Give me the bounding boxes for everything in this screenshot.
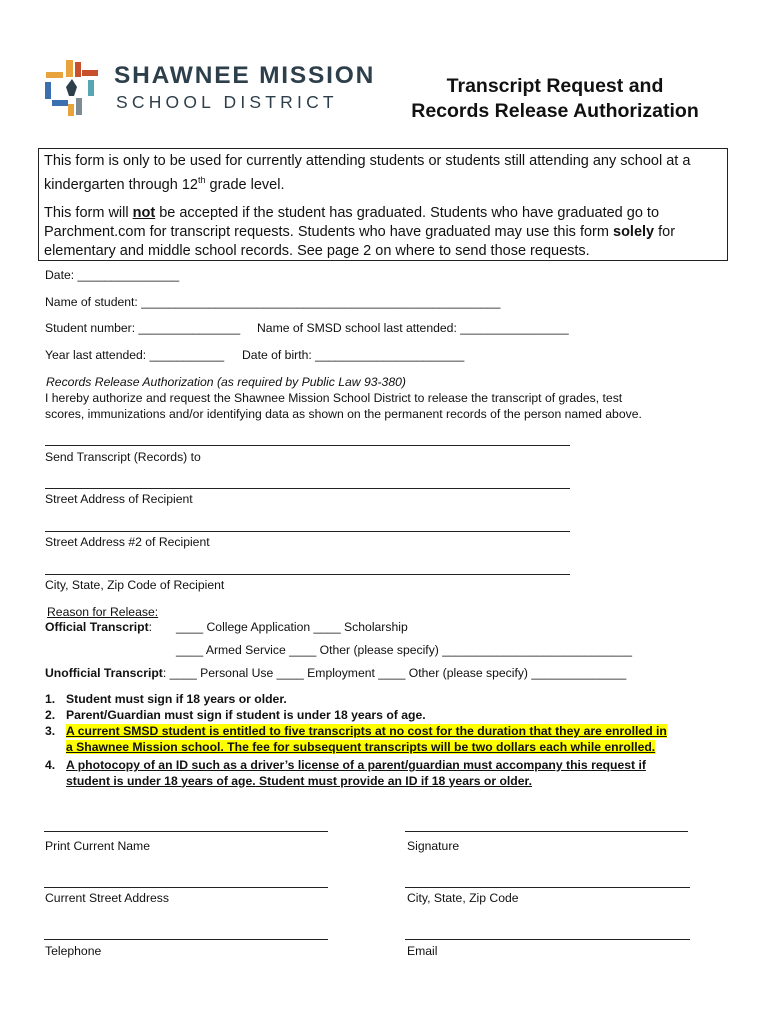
label-colon: : — [148, 620, 153, 634]
print-name-label: Print Current Name — [45, 839, 150, 853]
authorization-text-line1: I hereby authorize and request the Shawnee Mission School District to release the transcript of grades, test — [45, 391, 623, 405]
student-name-field[interactable]: Name of student: _____________________________________________________ — [45, 295, 501, 309]
telephone-label: Telephone — [45, 944, 102, 958]
rule-4 — [66, 758, 646, 789]
date-field[interactable]: Date: _______________ — [45, 268, 180, 282]
rule-2-number: 2. — [45, 708, 56, 722]
official-label-text: Official Transcript — [45, 620, 149, 634]
form-title-line1: Transcript Request and — [446, 75, 664, 97]
date-of-birth-field[interactable]: Date of birth: ______________________ — [242, 348, 465, 362]
rule-1-number: 1. — [45, 692, 56, 706]
street-label: Street Address of Recipient — [45, 492, 193, 506]
notice-text: for elementary and middle school records. See page 2 on where to send those requests. — [44, 223, 676, 259]
current-street-line[interactable] — [44, 887, 328, 888]
street2-label: Street Address #2 of Recipient — [45, 535, 210, 549]
authorization-text-line2: scores, immunizations and/or identifying data as shown on the permanent records of the person named above. — [45, 407, 642, 421]
signature-line[interactable] — [405, 831, 688, 832]
city-state-zip-line[interactable] — [405, 887, 690, 888]
rule-3-number: 3. — [45, 724, 56, 738]
logo-star-icon — [42, 58, 102, 118]
authorization-heading: Records Release Authorization (as required by Public Law 93-380) — [46, 375, 406, 389]
rule-4-line1: A photocopy of an ID such as a driver’s license of a parent/guardian must accompany this request if — [66, 758, 646, 772]
street2-line[interactable] — [45, 531, 570, 532]
form-title-line2: Records Release Authorization — [411, 100, 699, 122]
notice-text: This form will — [44, 204, 133, 221]
rule-1: Student must sign if 18 years or older. — [66, 692, 287, 706]
emphasis-solely: solely — [613, 223, 655, 240]
form-title — [400, 74, 710, 124]
signature-label: Signature — [407, 839, 460, 853]
notice-text: be accepted if the student has graduated. Students who have graduated go to Parchment.com for transcript requests. Students who have graduated may use this form — [44, 204, 660, 240]
district-subtitle: SCHOOL DISTRICT — [116, 92, 338, 112]
current-street-label: Current Street Address — [45, 891, 169, 905]
rule-3-line2: a Shawnee Mission school. The fee for subsequent transcripts will be two dollars each while enrolled. — [66, 739, 656, 754]
ordinal-suffix: th — [197, 175, 206, 185]
rule-4-line2a: student is under 18 years of age. — [66, 773, 256, 788]
notice-paragraph-1 — [39, 152, 727, 195]
street-line[interactable] — [45, 488, 570, 489]
official-transcript-label — [45, 620, 152, 635]
send-to-label: Send Transcript (Records) to — [45, 450, 201, 464]
district-logo — [42, 58, 102, 118]
print-name-line[interactable] — [44, 831, 328, 832]
rule-3-line1: A current SMSD student is entitled to five transcripts at no cost for the duration that they are enrolled in — [66, 724, 667, 738]
official-options-row2[interactable]: ____ Armed Service ____ Other (please specify) ____________________________ — [176, 643, 633, 657]
last-school-field[interactable]: Name of SMSD school last attended: ________________ — [257, 321, 569, 335]
send-to-line[interactable] — [45, 445, 570, 446]
reason-heading: Reason for Release: — [47, 605, 159, 619]
official-options-row1[interactable]: ____ College Application ____ Scholarship — [176, 620, 408, 634]
city-label: City, State, Zip Code of Recipient — [45, 578, 225, 592]
year-last-attended-field[interactable]: Year last attended: ___________ — [45, 348, 225, 362]
notice-text: This form is only to be used for currently attending students or students still attending any school at a kindergarten through 12 — [44, 153, 691, 193]
email-line[interactable] — [405, 939, 690, 940]
email-label: Email — [407, 944, 438, 958]
rule-4-line2b: Student must provide an ID if 18 years or older. — [255, 773, 532, 788]
student-number-field[interactable]: Student number: _______________ — [45, 321, 241, 335]
district-name: SHAWNEE MISSION — [114, 62, 376, 89]
unofficial-transcript-row[interactable] — [45, 666, 626, 681]
notice-paragraph-2 — [39, 204, 727, 261]
city-state-zip-label: City, State, Zip Code — [407, 891, 519, 905]
rule-4-number: 4. — [45, 758, 56, 772]
notice-text: grade level. — [205, 176, 285, 193]
telephone-line[interactable] — [44, 939, 328, 940]
rule-3 — [66, 724, 667, 755]
notice-box — [38, 148, 728, 261]
unofficial-options[interactable]: : ____ Personal Use ____ Employment ____ Other (please specify) ______________ — [162, 666, 627, 680]
city-line[interactable] — [45, 574, 570, 575]
emphasis-not: not — [132, 204, 156, 221]
rule-2: Parent/Guardian must sign if student is under 18 years of age. — [66, 708, 426, 722]
unofficial-label-text: Unofficial Transcript — [45, 666, 163, 680]
